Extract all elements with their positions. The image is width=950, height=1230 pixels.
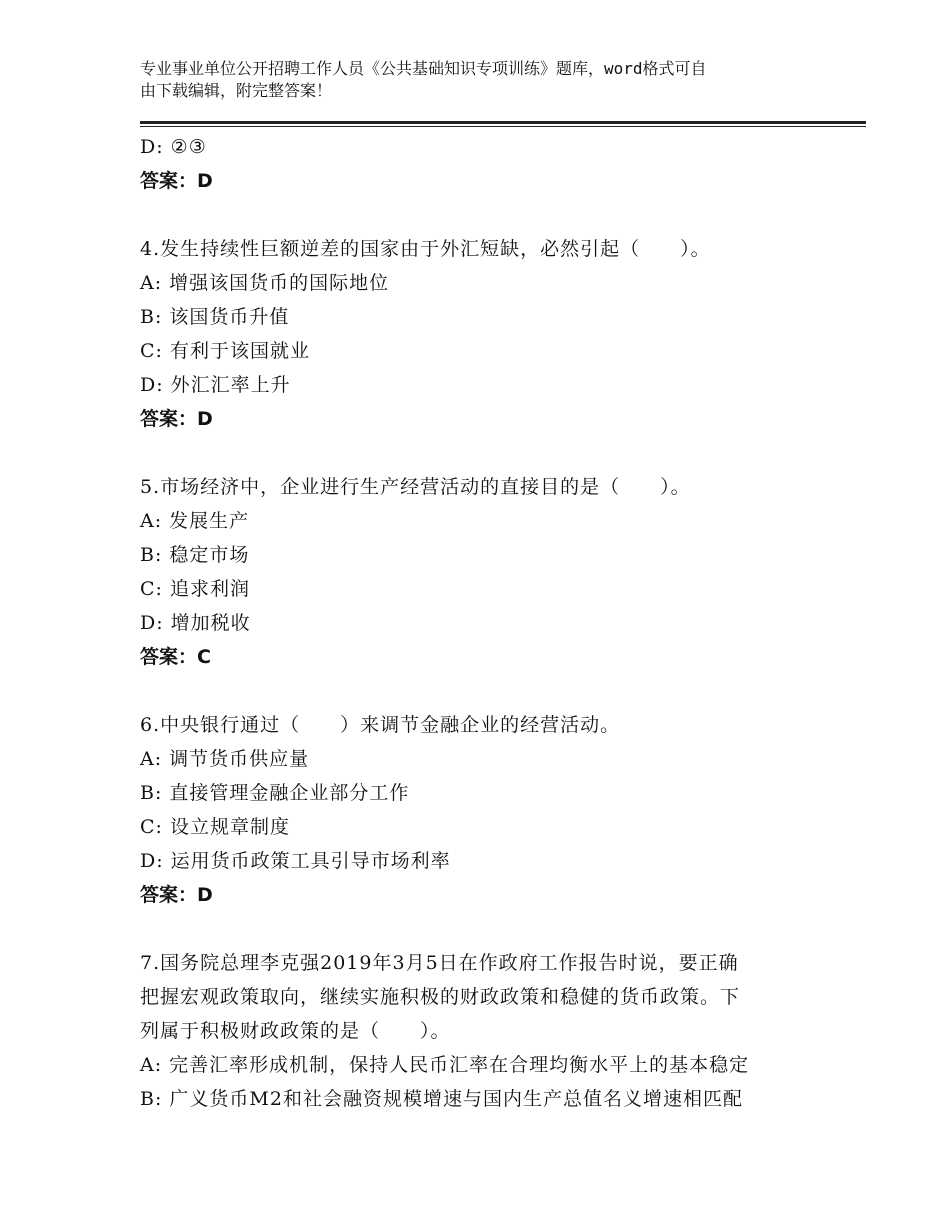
option-b: B: 该国货币升值 — [140, 306, 290, 328]
option-a: A: 发展生产 — [140, 510, 250, 532]
option-a: A: 完善汇率形成机制，保持人民币汇率在合理均衡水平上的基本稳定 — [140, 1054, 750, 1076]
document-header — [140, 58, 820, 102]
question-stem: 4.发生持续性巨额逆差的国家由于外汇短缺，必然引起（ ）。 — [140, 238, 711, 260]
header-rule-thick — [140, 121, 866, 124]
question-stem: 5.市场经济中，企业进行生产经营活动的直接目的是（ ）。 — [140, 476, 691, 498]
question-answer: 答案：D — [140, 408, 213, 430]
question-answer: 答案：D — [140, 884, 213, 906]
option-b: B: 广义货币M2和社会融资规模增速与国内生产总值名义增速相匹配 — [140, 1088, 743, 1110]
question-5 — [140, 470, 840, 674]
question-stem-line-1: 7.国务院总理李克强2019年3月5日在作政府工作报告时说，要正确 — [140, 952, 739, 974]
prev-option-d: D: ②③ — [140, 136, 207, 158]
question-6 — [140, 708, 840, 912]
option-c: C: 设立规章制度 — [140, 816, 290, 838]
prev-answer: 答案：D — [140, 170, 213, 192]
option-c: C: 追求利润 — [140, 578, 250, 600]
question-stem-line-3: 列属于积极财政政策的是（ ）。 — [140, 1020, 451, 1042]
header-line-2: 由下载编辑，附完整答案！ — [140, 81, 333, 100]
question-stem: 6.中央银行通过（ ）来调节金融企业的经营活动。 — [140, 714, 621, 736]
question-answer: 答案：C — [140, 646, 211, 668]
option-d: D: 外汇汇率上升 — [140, 374, 291, 396]
option-a: A: 增强该国货币的国际地位 — [140, 272, 390, 294]
header-rule-thin — [140, 126, 866, 127]
option-d: D: 增加税收 — [140, 612, 251, 634]
option-a: A: 调节货币供应量 — [140, 748, 310, 770]
option-b: B: 直接管理金融企业部分工作 — [140, 782, 410, 804]
header-line-1: 专业事业单位公开招聘工作人员《公共基础知识专项训练》题库，word格式可自 — [140, 59, 707, 78]
option-c: C: 有利于该国就业 — [140, 340, 310, 362]
question-7 — [140, 946, 840, 1116]
option-d: D: 运用货币政策工具引导市场利率 — [140, 850, 451, 872]
question-list — [140, 130, 840, 1116]
question-stem-line-2: 把握宏观政策取向，继续实施积极的财政政策和稳健的货币政策。下 — [140, 986, 741, 1008]
question-4 — [140, 232, 840, 436]
option-b: B: 稳定市场 — [140, 544, 250, 566]
